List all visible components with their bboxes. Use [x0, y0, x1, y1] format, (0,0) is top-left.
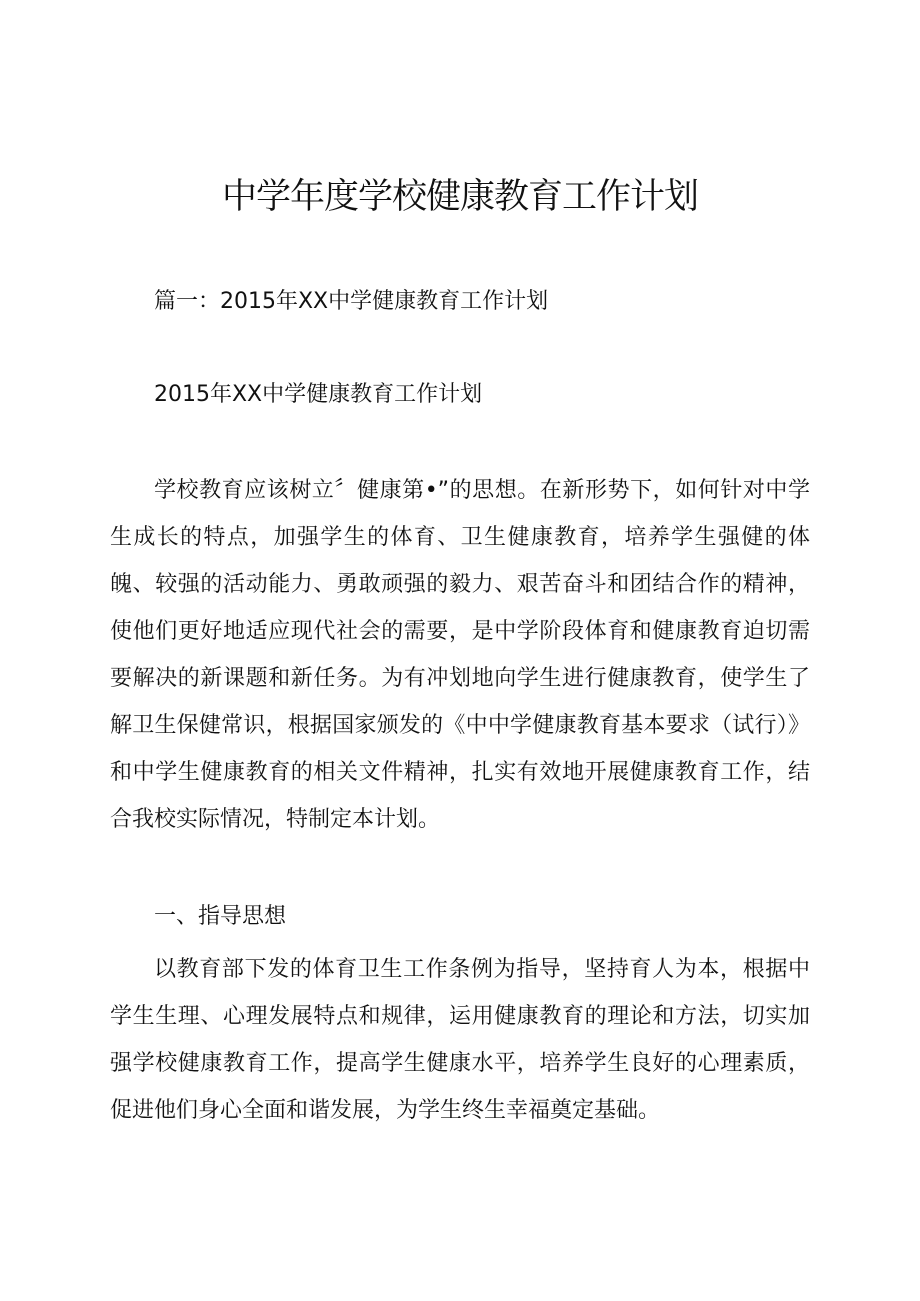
- article-subtitle: 篇一：2015年XX中学健康教育工作计划: [154, 289, 549, 314]
- document-title: 中学年度学校健康教育工作计划: [221, 177, 698, 217]
- section-heading-guiding-ideology: 一、指导思想: [154, 904, 287, 929]
- section-paragraph-guiding-ideology: 以教育部下发的体育卫生工作条例为指导，坚持育人为本，根据中学生生理、心理发展特点和规律，运用健康教育的理论和方法，切实加强学校健康教育工作，提高学生健康水平，培养学生良好的心理素质，促进他们身心全面和谐发展，为学生终生幸福奠定基础。: [110, 957, 810, 1123]
- intro-paragraph: 学校教育应该树立〞健康第•”的思想。在新形势下，如何针对中学生成长的特点，加强学生的体育、卫生健康教育，培养学生强健的体魄、较强的活动能力、勇敢顽强的毅力、艰苦奋斗和团结合作的精神，使他们更好地适应现代社会的需要，是中学阶段体育和健康教育迫切需要解决的新课题和新任务。为有冲划地向学生进行健康教育，使学生了解卫生保健常识，根据国家颁发的《中中学健康教育基本要求（试行）》和中学生健康教育的相关文件精神，扎实有效地开展健康教育工作，结合我校实际情况，特制定本计划。: [110, 478, 810, 832]
- plan-heading: 2015年XX中学健康教育工作计划: [154, 382, 483, 407]
